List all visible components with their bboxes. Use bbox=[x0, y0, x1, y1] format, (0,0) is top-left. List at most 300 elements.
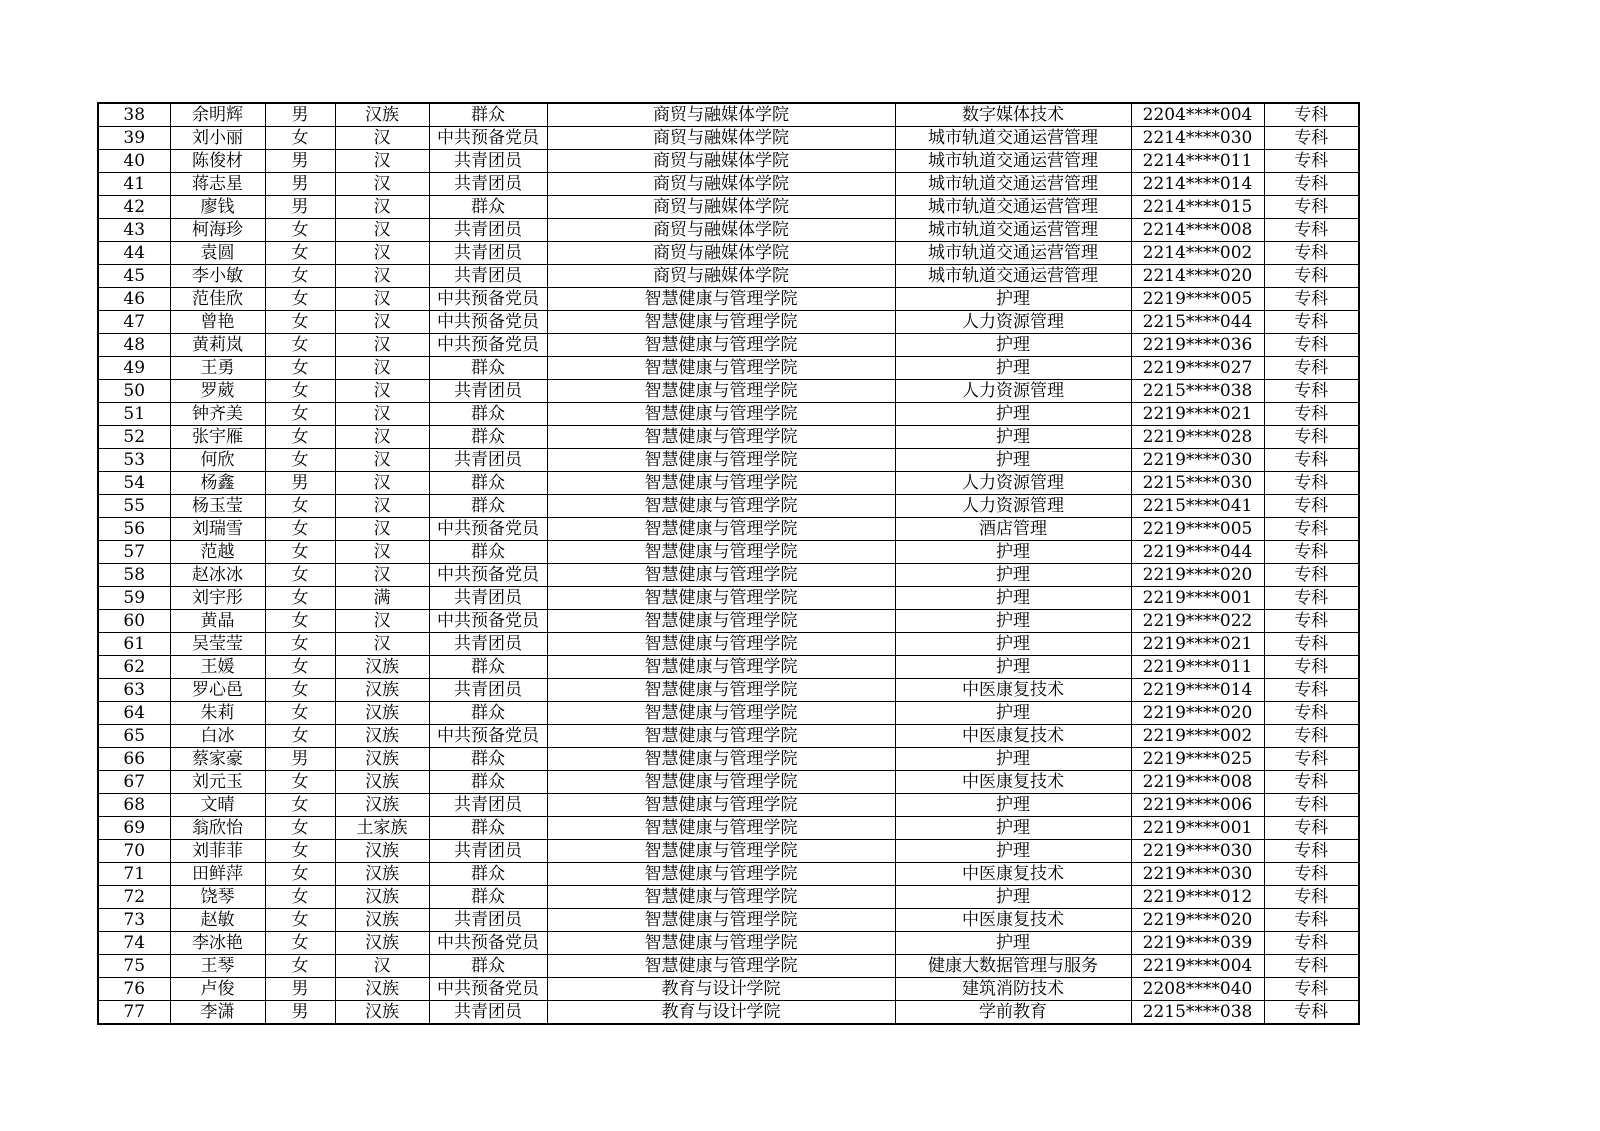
table-row bbox=[98, 863, 1359, 886]
ethnicity-cell: 汉 bbox=[335, 265, 429, 288]
gender-cell: 女 bbox=[265, 357, 335, 380]
college-cell: 商贸与融媒体学院 bbox=[547, 265, 895, 288]
college-cell: 商贸与融媒体学院 bbox=[547, 242, 895, 265]
education-level-cell: 专科 bbox=[1264, 495, 1359, 518]
table-row bbox=[98, 127, 1359, 150]
name-cell: 李潇 bbox=[170, 1001, 265, 1025]
row-number-cell: 38 bbox=[98, 103, 170, 127]
ethnicity-cell: 汉族 bbox=[335, 932, 429, 955]
name-cell: 陈俊材 bbox=[170, 150, 265, 173]
college-cell: 智慧健康与管理学院 bbox=[547, 771, 895, 794]
political-status-cell: 共青团员 bbox=[429, 794, 547, 817]
college-cell: 智慧健康与管理学院 bbox=[547, 794, 895, 817]
row-number-cell: 51 bbox=[98, 403, 170, 426]
name-cell: 李冰艳 bbox=[170, 932, 265, 955]
political-status-cell: 群众 bbox=[429, 656, 547, 679]
college-cell: 智慧健康与管理学院 bbox=[547, 288, 895, 311]
political-status-cell: 共青团员 bbox=[429, 909, 547, 932]
gender-cell: 女 bbox=[265, 403, 335, 426]
gender-cell: 女 bbox=[265, 334, 335, 357]
table-row bbox=[98, 702, 1359, 725]
political-status-cell: 共青团员 bbox=[429, 587, 547, 610]
college-cell: 教育与设计学院 bbox=[547, 1001, 895, 1025]
major-cell: 酒店管理 bbox=[895, 518, 1131, 541]
ethnicity-cell: 汉族 bbox=[335, 978, 429, 1001]
gender-cell: 女 bbox=[265, 380, 335, 403]
political-status-cell: 群众 bbox=[429, 103, 547, 127]
education-level-cell: 专科 bbox=[1264, 288, 1359, 311]
gender-cell: 女 bbox=[265, 311, 335, 334]
student-id-cell: 2219****005 bbox=[1131, 288, 1264, 311]
row-number-cell: 67 bbox=[98, 771, 170, 794]
ethnicity-cell: 汉族 bbox=[335, 909, 429, 932]
gender-cell: 女 bbox=[265, 587, 335, 610]
major-cell: 健康大数据管理与服务 bbox=[895, 955, 1131, 978]
name-cell: 杨玉莹 bbox=[170, 495, 265, 518]
name-cell: 蒋志星 bbox=[170, 173, 265, 196]
name-cell: 李小敏 bbox=[170, 265, 265, 288]
table-row bbox=[98, 656, 1359, 679]
education-level-cell: 专科 bbox=[1264, 426, 1359, 449]
political-status-cell: 中共预备党员 bbox=[429, 311, 547, 334]
gender-cell: 男 bbox=[265, 748, 335, 771]
major-cell: 护理 bbox=[895, 564, 1131, 587]
table-row bbox=[98, 518, 1359, 541]
name-cell: 钟齐美 bbox=[170, 403, 265, 426]
education-level-cell: 专科 bbox=[1264, 472, 1359, 495]
gender-cell: 女 bbox=[265, 426, 335, 449]
major-cell: 中医康复技术 bbox=[895, 863, 1131, 886]
gender-cell: 女 bbox=[265, 541, 335, 564]
major-cell: 护理 bbox=[895, 840, 1131, 863]
row-number-cell: 74 bbox=[98, 932, 170, 955]
row-number-cell: 49 bbox=[98, 357, 170, 380]
gender-cell: 女 bbox=[265, 702, 335, 725]
political-status-cell: 共青团员 bbox=[429, 265, 547, 288]
major-cell: 护理 bbox=[895, 426, 1131, 449]
ethnicity-cell: 汉 bbox=[335, 518, 429, 541]
college-cell: 智慧健康与管理学院 bbox=[547, 587, 895, 610]
name-cell: 曾艳 bbox=[170, 311, 265, 334]
major-cell: 城市轨道交通运营管理 bbox=[895, 173, 1131, 196]
political-status-cell: 中共预备党员 bbox=[429, 564, 547, 587]
political-status-cell: 群众 bbox=[429, 702, 547, 725]
table-row bbox=[98, 472, 1359, 495]
row-number-cell: 47 bbox=[98, 311, 170, 334]
row-number-cell: 40 bbox=[98, 150, 170, 173]
political-status-cell: 中共预备党员 bbox=[429, 978, 547, 1001]
political-status-cell: 群众 bbox=[429, 886, 547, 909]
row-number-cell: 65 bbox=[98, 725, 170, 748]
political-status-cell: 共青团员 bbox=[429, 380, 547, 403]
table-row bbox=[98, 679, 1359, 702]
name-cell: 王勇 bbox=[170, 357, 265, 380]
name-cell: 卢俊 bbox=[170, 978, 265, 1001]
row-number-cell: 48 bbox=[98, 334, 170, 357]
table-row bbox=[98, 909, 1359, 932]
name-cell: 蔡家豪 bbox=[170, 748, 265, 771]
political-status-cell: 群众 bbox=[429, 426, 547, 449]
education-level-cell: 专科 bbox=[1264, 725, 1359, 748]
row-number-cell: 76 bbox=[98, 978, 170, 1001]
education-level-cell: 专科 bbox=[1264, 587, 1359, 610]
education-level-cell: 专科 bbox=[1264, 541, 1359, 564]
roster-body bbox=[98, 103, 1359, 1024]
college-cell: 智慧健康与管理学院 bbox=[547, 932, 895, 955]
ethnicity-cell: 汉 bbox=[335, 610, 429, 633]
education-level-cell: 专科 bbox=[1264, 219, 1359, 242]
political-status-cell: 群众 bbox=[429, 817, 547, 840]
political-status-cell: 中共预备党员 bbox=[429, 725, 547, 748]
major-cell: 人力资源管理 bbox=[895, 311, 1131, 334]
student-id-cell: 2219****011 bbox=[1131, 656, 1264, 679]
major-cell: 学前教育 bbox=[895, 1001, 1131, 1025]
ethnicity-cell: 汉族 bbox=[335, 725, 429, 748]
major-cell: 城市轨道交通运营管理 bbox=[895, 242, 1131, 265]
political-status-cell: 共青团员 bbox=[429, 173, 547, 196]
ethnicity-cell: 汉族 bbox=[335, 103, 429, 127]
political-status-cell: 中共预备党员 bbox=[429, 334, 547, 357]
major-cell: 护理 bbox=[895, 541, 1131, 564]
name-cell: 袁圆 bbox=[170, 242, 265, 265]
row-number-cell: 64 bbox=[98, 702, 170, 725]
college-cell: 智慧健康与管理学院 bbox=[547, 518, 895, 541]
education-level-cell: 专科 bbox=[1264, 886, 1359, 909]
college-cell: 智慧健康与管理学院 bbox=[547, 357, 895, 380]
college-cell: 智慧健康与管理学院 bbox=[547, 472, 895, 495]
ethnicity-cell: 汉 bbox=[335, 472, 429, 495]
gender-cell: 女 bbox=[265, 863, 335, 886]
table-row bbox=[98, 633, 1359, 656]
major-cell: 护理 bbox=[895, 702, 1131, 725]
student-id-cell: 2214****020 bbox=[1131, 265, 1264, 288]
college-cell: 智慧健康与管理学院 bbox=[547, 955, 895, 978]
political-status-cell: 群众 bbox=[429, 196, 547, 219]
college-cell: 智慧健康与管理学院 bbox=[547, 334, 895, 357]
name-cell: 赵敏 bbox=[170, 909, 265, 932]
table-row bbox=[98, 150, 1359, 173]
student-roster-table bbox=[97, 102, 1360, 1025]
ethnicity-cell: 汉 bbox=[335, 541, 429, 564]
major-cell: 城市轨道交通运营管理 bbox=[895, 150, 1131, 173]
table-row bbox=[98, 495, 1359, 518]
row-number-cell: 75 bbox=[98, 955, 170, 978]
table-row bbox=[98, 932, 1359, 955]
roster-sheet bbox=[97, 102, 1360, 1025]
education-level-cell: 专科 bbox=[1264, 771, 1359, 794]
name-cell: 刘元玉 bbox=[170, 771, 265, 794]
political-status-cell: 共青团员 bbox=[429, 679, 547, 702]
student-id-cell: 2215****041 bbox=[1131, 495, 1264, 518]
student-id-cell: 2214****002 bbox=[1131, 242, 1264, 265]
table-row bbox=[98, 449, 1359, 472]
row-number-cell: 54 bbox=[98, 472, 170, 495]
major-cell: 建筑消防技术 bbox=[895, 978, 1131, 1001]
political-status-cell: 中共预备党员 bbox=[429, 610, 547, 633]
major-cell: 护理 bbox=[895, 633, 1131, 656]
ethnicity-cell: 汉 bbox=[335, 564, 429, 587]
row-number-cell: 39 bbox=[98, 127, 170, 150]
table-row bbox=[98, 771, 1359, 794]
college-cell: 商贸与融媒体学院 bbox=[547, 196, 895, 219]
ethnicity-cell: 汉 bbox=[335, 242, 429, 265]
education-level-cell: 专科 bbox=[1264, 242, 1359, 265]
ethnicity-cell: 汉族 bbox=[335, 702, 429, 725]
name-cell: 余明辉 bbox=[170, 103, 265, 127]
row-number-cell: 45 bbox=[98, 265, 170, 288]
education-level-cell: 专科 bbox=[1264, 334, 1359, 357]
education-level-cell: 专科 bbox=[1264, 610, 1359, 633]
row-number-cell: 66 bbox=[98, 748, 170, 771]
political-status-cell: 共青团员 bbox=[429, 633, 547, 656]
ethnicity-cell: 满 bbox=[335, 587, 429, 610]
student-id-cell: 2219****036 bbox=[1131, 334, 1264, 357]
gender-cell: 男 bbox=[265, 978, 335, 1001]
student-id-cell: 2219****030 bbox=[1131, 863, 1264, 886]
name-cell: 廖钱 bbox=[170, 196, 265, 219]
gender-cell: 男 bbox=[265, 150, 335, 173]
college-cell: 智慧健康与管理学院 bbox=[547, 840, 895, 863]
college-cell: 商贸与融媒体学院 bbox=[547, 173, 895, 196]
row-number-cell: 55 bbox=[98, 495, 170, 518]
student-id-cell: 2219****028 bbox=[1131, 426, 1264, 449]
gender-cell: 女 bbox=[265, 679, 335, 702]
college-cell: 智慧健康与管理学院 bbox=[547, 311, 895, 334]
student-id-cell: 2219****022 bbox=[1131, 610, 1264, 633]
ethnicity-cell: 汉族 bbox=[335, 886, 429, 909]
major-cell: 数字媒体技术 bbox=[895, 103, 1131, 127]
ethnicity-cell: 汉 bbox=[335, 449, 429, 472]
education-level-cell: 专科 bbox=[1264, 817, 1359, 840]
college-cell: 智慧健康与管理学院 bbox=[547, 679, 895, 702]
student-id-cell: 2219****001 bbox=[1131, 817, 1264, 840]
name-cell: 张宇雁 bbox=[170, 426, 265, 449]
political-status-cell: 群众 bbox=[429, 748, 547, 771]
name-cell: 翁欣怡 bbox=[170, 817, 265, 840]
college-cell: 智慧健康与管理学院 bbox=[547, 380, 895, 403]
row-number-cell: 44 bbox=[98, 242, 170, 265]
name-cell: 何欣 bbox=[170, 449, 265, 472]
political-status-cell: 共青团员 bbox=[429, 840, 547, 863]
name-cell: 白冰 bbox=[170, 725, 265, 748]
table-row bbox=[98, 817, 1359, 840]
student-id-cell: 2214****015 bbox=[1131, 196, 1264, 219]
student-id-cell: 2214****014 bbox=[1131, 173, 1264, 196]
name-cell: 罗葳 bbox=[170, 380, 265, 403]
ethnicity-cell: 汉 bbox=[335, 380, 429, 403]
college-cell: 商贸与融媒体学院 bbox=[547, 150, 895, 173]
political-status-cell: 群众 bbox=[429, 357, 547, 380]
major-cell: 护理 bbox=[895, 334, 1131, 357]
education-level-cell: 专科 bbox=[1264, 955, 1359, 978]
row-number-cell: 50 bbox=[98, 380, 170, 403]
student-id-cell: 2219****008 bbox=[1131, 771, 1264, 794]
table-row bbox=[98, 103, 1359, 127]
college-cell: 智慧健康与管理学院 bbox=[547, 610, 895, 633]
ethnicity-cell: 汉 bbox=[335, 219, 429, 242]
gender-cell: 女 bbox=[265, 495, 335, 518]
table-row bbox=[98, 311, 1359, 334]
college-cell: 智慧健康与管理学院 bbox=[547, 725, 895, 748]
name-cell: 田鲜萍 bbox=[170, 863, 265, 886]
education-level-cell: 专科 bbox=[1264, 564, 1359, 587]
education-level-cell: 专科 bbox=[1264, 656, 1359, 679]
education-level-cell: 专科 bbox=[1264, 357, 1359, 380]
gender-cell: 男 bbox=[265, 196, 335, 219]
gender-cell: 女 bbox=[265, 518, 335, 541]
ethnicity-cell: 汉 bbox=[335, 633, 429, 656]
education-level-cell: 专科 bbox=[1264, 403, 1359, 426]
education-level-cell: 专科 bbox=[1264, 518, 1359, 541]
table-row bbox=[98, 196, 1359, 219]
name-cell: 范越 bbox=[170, 541, 265, 564]
gender-cell: 女 bbox=[265, 725, 335, 748]
major-cell: 护理 bbox=[895, 587, 1131, 610]
college-cell: 智慧健康与管理学院 bbox=[547, 541, 895, 564]
student-id-cell: 2219****004 bbox=[1131, 955, 1264, 978]
ethnicity-cell: 汉 bbox=[335, 288, 429, 311]
table-row bbox=[98, 288, 1359, 311]
student-id-cell: 2208****040 bbox=[1131, 978, 1264, 1001]
major-cell: 城市轨道交通运营管理 bbox=[895, 127, 1131, 150]
student-id-cell: 2215****044 bbox=[1131, 311, 1264, 334]
education-level-cell: 专科 bbox=[1264, 265, 1359, 288]
row-number-cell: 56 bbox=[98, 518, 170, 541]
education-level-cell: 专科 bbox=[1264, 449, 1359, 472]
political-status-cell: 共青团员 bbox=[429, 150, 547, 173]
name-cell: 杨鑫 bbox=[170, 472, 265, 495]
ethnicity-cell: 汉 bbox=[335, 403, 429, 426]
name-cell: 刘小丽 bbox=[170, 127, 265, 150]
political-status-cell: 共青团员 bbox=[429, 1001, 547, 1025]
education-level-cell: 专科 bbox=[1264, 311, 1359, 334]
college-cell: 智慧健康与管理学院 bbox=[547, 863, 895, 886]
student-id-cell: 2204****004 bbox=[1131, 103, 1264, 127]
major-cell: 护理 bbox=[895, 403, 1131, 426]
education-level-cell: 专科 bbox=[1264, 1001, 1359, 1025]
name-cell: 刘宇彤 bbox=[170, 587, 265, 610]
table-row bbox=[98, 1001, 1359, 1025]
gender-cell: 女 bbox=[265, 242, 335, 265]
gender-cell: 女 bbox=[265, 656, 335, 679]
row-number-cell: 69 bbox=[98, 817, 170, 840]
ethnicity-cell: 汉族 bbox=[335, 863, 429, 886]
education-level-cell: 专科 bbox=[1264, 863, 1359, 886]
college-cell: 智慧健康与管理学院 bbox=[547, 886, 895, 909]
major-cell: 中医康复技术 bbox=[895, 909, 1131, 932]
gender-cell: 女 bbox=[265, 932, 335, 955]
table-row bbox=[98, 380, 1359, 403]
political-status-cell: 共青团员 bbox=[429, 219, 547, 242]
major-cell: 中医康复技术 bbox=[895, 725, 1131, 748]
name-cell: 刘菲菲 bbox=[170, 840, 265, 863]
political-status-cell: 群众 bbox=[429, 495, 547, 518]
name-cell: 黄莉岚 bbox=[170, 334, 265, 357]
political-status-cell: 群众 bbox=[429, 771, 547, 794]
name-cell: 朱莉 bbox=[170, 702, 265, 725]
major-cell: 城市轨道交通运营管理 bbox=[895, 196, 1131, 219]
name-cell: 范佳欣 bbox=[170, 288, 265, 311]
education-level-cell: 专科 bbox=[1264, 702, 1359, 725]
row-number-cell: 72 bbox=[98, 886, 170, 909]
student-id-cell: 2219****039 bbox=[1131, 932, 1264, 955]
political-status-cell: 中共预备党员 bbox=[429, 518, 547, 541]
major-cell: 护理 bbox=[895, 449, 1131, 472]
major-cell: 城市轨道交通运营管理 bbox=[895, 265, 1131, 288]
table-row bbox=[98, 748, 1359, 771]
student-id-cell: 2215****038 bbox=[1131, 380, 1264, 403]
major-cell: 护理 bbox=[895, 357, 1131, 380]
row-number-cell: 41 bbox=[98, 173, 170, 196]
row-number-cell: 59 bbox=[98, 587, 170, 610]
table-row bbox=[98, 978, 1359, 1001]
student-id-cell: 2219****006 bbox=[1131, 794, 1264, 817]
table-row bbox=[98, 725, 1359, 748]
student-id-cell: 2219****020 bbox=[1131, 564, 1264, 587]
ethnicity-cell: 汉 bbox=[335, 127, 429, 150]
student-id-cell: 2219****021 bbox=[1131, 403, 1264, 426]
ethnicity-cell: 汉 bbox=[335, 426, 429, 449]
education-level-cell: 专科 bbox=[1264, 748, 1359, 771]
table-row bbox=[98, 173, 1359, 196]
gender-cell: 女 bbox=[265, 564, 335, 587]
major-cell: 护理 bbox=[895, 288, 1131, 311]
education-level-cell: 专科 bbox=[1264, 633, 1359, 656]
gender-cell: 女 bbox=[265, 127, 335, 150]
education-level-cell: 专科 bbox=[1264, 380, 1359, 403]
student-id-cell: 2219****030 bbox=[1131, 840, 1264, 863]
ethnicity-cell: 汉族 bbox=[335, 1001, 429, 1025]
major-cell: 人力资源管理 bbox=[895, 495, 1131, 518]
college-cell: 商贸与融媒体学院 bbox=[547, 127, 895, 150]
row-number-cell: 61 bbox=[98, 633, 170, 656]
row-number-cell: 63 bbox=[98, 679, 170, 702]
table-row bbox=[98, 219, 1359, 242]
gender-cell: 女 bbox=[265, 955, 335, 978]
major-cell: 护理 bbox=[895, 886, 1131, 909]
table-row bbox=[98, 587, 1359, 610]
college-cell: 智慧健康与管理学院 bbox=[547, 426, 895, 449]
student-id-cell: 2219****001 bbox=[1131, 587, 1264, 610]
gender-cell: 女 bbox=[265, 610, 335, 633]
major-cell: 护理 bbox=[895, 748, 1131, 771]
ethnicity-cell: 汉 bbox=[335, 311, 429, 334]
major-cell: 人力资源管理 bbox=[895, 472, 1131, 495]
row-number-cell: 57 bbox=[98, 541, 170, 564]
student-id-cell: 2219****005 bbox=[1131, 518, 1264, 541]
ethnicity-cell: 汉族 bbox=[335, 679, 429, 702]
gender-cell: 女 bbox=[265, 794, 335, 817]
row-number-cell: 42 bbox=[98, 196, 170, 219]
gender-cell: 男 bbox=[265, 173, 335, 196]
college-cell: 智慧健康与管理学院 bbox=[547, 564, 895, 587]
student-id-cell: 2219****020 bbox=[1131, 909, 1264, 932]
political-status-cell: 群众 bbox=[429, 403, 547, 426]
college-cell: 教育与设计学院 bbox=[547, 978, 895, 1001]
college-cell: 智慧健康与管理学院 bbox=[547, 403, 895, 426]
major-cell: 护理 bbox=[895, 610, 1131, 633]
ethnicity-cell: 土家族 bbox=[335, 817, 429, 840]
row-number-cell: 68 bbox=[98, 794, 170, 817]
student-id-cell: 2219****030 bbox=[1131, 449, 1264, 472]
table-row bbox=[98, 242, 1359, 265]
major-cell: 护理 bbox=[895, 817, 1131, 840]
gender-cell: 男 bbox=[265, 103, 335, 127]
college-cell: 智慧健康与管理学院 bbox=[547, 495, 895, 518]
student-id-cell: 2219****021 bbox=[1131, 633, 1264, 656]
ethnicity-cell: 汉族 bbox=[335, 794, 429, 817]
ethnicity-cell: 汉 bbox=[335, 334, 429, 357]
